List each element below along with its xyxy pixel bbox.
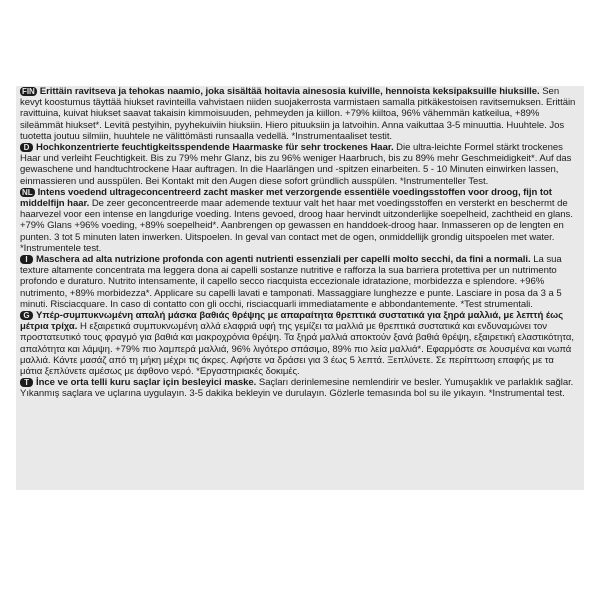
language-code-badge: FIN xyxy=(22,87,35,96)
language-code-badge: T xyxy=(20,378,33,387)
section-title: Maschera ad alta nutrizione profonda con agenti nutrienti essenziali per capelli molto secchi, da fini a normali. xyxy=(36,254,531,266)
section-g xyxy=(20,310,578,377)
language-code-badge: G xyxy=(20,311,33,320)
background-bottom xyxy=(0,490,600,600)
section-body: Saçları derinlemesine nemlendirir ve besler. Yumuşaklık ve parlaklık sağlar. Yıkanmış saçlara ve uçlarına uygulayın. 3-5 dakika bekleyin ve durulayın. Gözlerle temasında bol su ile yıkayın. *Instrumental test. xyxy=(20,377,574,400)
section-body: La sua texture altamente concentrata ma leggera dona ai capelli sostanze nutritive e rafforza la sua barriera protettiva per un nutrimento profondo e duraturo. Nutrito intensamente, il capello secco riacquista eccezionale idratazione, morbidezza e splendore. +96% nutrimento, +89% morbidezza*. Applicare su capelli lavati e tamponati. Massaggiare lunghezze e punte. Lasciare in posa da 3 a 5 minuti. Risciacquare. In caso di contatto con gli occhi, risciacquarli immediatamente e abbondantemente. *Test strumentali. xyxy=(20,254,562,310)
section-fin xyxy=(20,86,578,142)
section-title: Hochkonzentrierte feuchtigkeitsspendende Haarmaske für sehr trockenes Haar. xyxy=(36,142,394,154)
section-d xyxy=(20,142,578,187)
section-title: İnce ve orta telli kuru saçlar için besleyici maske. xyxy=(36,377,257,389)
section-nl xyxy=(20,187,578,254)
language-code-badge: NL xyxy=(22,187,33,197)
section-body: Η εξαιρετικά συμπυκνωμένη αλλά ελαφριά υφή της γεμίζει τα μαλλιά με θρεπτικά συστατικά και ενδυναμώνει τον προστατευτικό τους φραγμό για βαθιά και μακροχρόνια θρέψη. Τα ξηρά μαλλιά αποκτούν ξανά βαθιά θρέψη, εξαιρετική ελαστικότητα, απαλότητα και λάμψη. +79% πιο λαμπερά μαλλιά, 96% λιγότερο σπάσιμο, 89% πιο λεία μαλλιά*. Εφαρμόστε σε λουσμένα και νωπά μαλλιά. Κάντε μασάζ από τη μήκη μέχρι τις άκρες. Αφήστε να δράσει για 3 έως 5 λεπτά. Ξεπλύνετε. Σε περίπτωση επαφής με τα μάτια ξεπλύνετε αμέσως με άφθονο νερό. *Εργαστηριακές δοκιμές. xyxy=(20,321,574,378)
language-code-badge: I xyxy=(20,255,33,264)
section-t xyxy=(20,377,578,399)
section-title: Erittäin ravitseva ja tehokas naamio, joka sisältää hoitavia ainesosia kuiville, hennoista keksipaksuille hiuksille. xyxy=(39,86,540,97)
section-body: Die ultra-leichte Formel stärkt trockenes Haar und verleiht Feuchtigkeit. Bis zu 79% mehr Glanz, bis zu 96% weniger Haarbruch, bis zu 89% mehr Geschmeidigkeit*. Auf das gewaschene und handtuchtrockene Haar auftragen. In die Haarlängen und -spitzen einarbeiten. 5 - 10 Minuten einwirken lassen, einmassieren und ausspülen. Bei Kontakt mit den Augen diese sofort gründlich ausspülen. *Instrumenteller Test. xyxy=(20,142,572,187)
section-title: Intens voedend ultrageconcentreerd zacht masker met verzorgende essentiële voedingsstoffen voor droog, fijn tot middelfijn haar. xyxy=(20,186,552,210)
section-title: Υπέρ-συμπυκνωμένη απαλή μάσκα βαθιάς θρέψης με απαραίτητα θρεπτικά συστατικά για ξηρά μαλλιά, με λεπτή έως μέτρια τρίχα. xyxy=(20,310,564,333)
section-body: Sen kevyt koostumus täyttää hiukset ravinteilla vahvistaen niiden suojakerrosta varmistaen samalla pitkäkestoisen ravitsemuksen. Erittäin ravittuina, kuivat hiukset saavat takaisin kimmoisuuden, pehmeyden ja kiillon. +79% kiiltoa, 96% vähemmän katkeilua, +89% sileämmät hiukset*. Levitä pestyihin, pyyhekuiviin hiuksiin. Hiero pituuksiin ja latvoihin. Anna vaikuttaa 3-5 minuuttia. Huuhtele. Jos tuotetta joutuu silmiin, huuhtele ne välittömästi runsaalla vedellä. *Instrumentaaliset testit. xyxy=(20,86,576,142)
section-i xyxy=(20,254,578,310)
language-code-badge: D xyxy=(20,143,33,152)
section-body: De zeer geconcentreerde maar ademende textuur valt het haar met voedingsstoffen en versterkt en beschermt de haarvezel voor een intense en langdurige voeding. Intens gevoed, droog haar hervindt uitzonderlijke soepelheid, zachtheid en glans. +79% Glans +96% voeding, +89% soepelheid*. Aanbrengen op gewassen en handdoek-droog haar. Inmasseren op de lengten en punten. 3 tot 5 minuten laten inwerken. Uitspoelen. In geval van contact met de ogen, onmiddellijk grondig uitspoelen met water. *Instrumentele test. xyxy=(20,198,573,254)
ingredient-label-panel xyxy=(16,86,584,490)
